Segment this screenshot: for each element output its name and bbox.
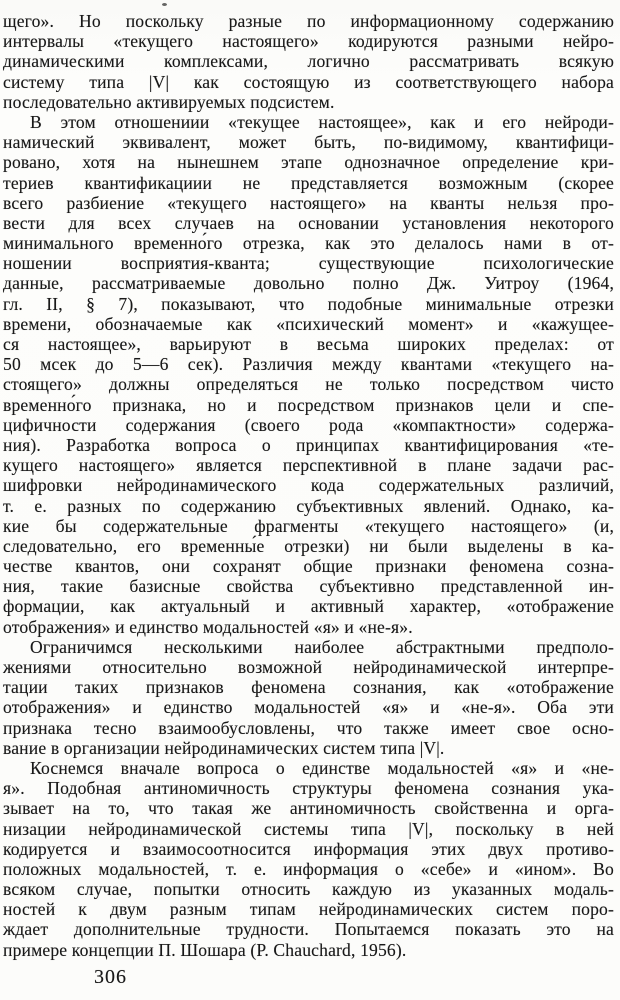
text-line: систему типа |V| как состоящую из соответствующего набора <box>3 71 614 92</box>
text-line: стоящего» должны определяться не только посредством чисто <box>3 374 614 395</box>
text-line: вание в организации нейродинамических систем типа |V|. <box>3 737 445 758</box>
text-line: минимального временно́го отрезка, как это делалось нами в от- <box>3 233 614 254</box>
text-line: данные, рассматриваемые довольно полно Дж. Уитроу (1964, <box>3 273 614 294</box>
text-line: вести для всех случаев на основании установления некоторого <box>3 212 614 233</box>
text-line: териев квантификациии не представляется возможным (скорее <box>3 172 614 193</box>
page-number: 306 <box>94 966 127 988</box>
text-line: Ограничимся несколькими наиболее абстрактными предполо- <box>30 636 614 657</box>
text-line: Коснемся вначале вопроса о единстве модальностей «я» и «не- <box>30 757 614 778</box>
text-line: времени, обозначаемые как «психический момент» и «кажущее- <box>3 313 614 334</box>
text-line: ся настоящее», варьируют в весьма широких пределах: от <box>3 334 614 354</box>
text-line: жениями относительно возможной нейродинамической интерпре- <box>3 657 614 677</box>
text-line: признака тесно взаимообусловлены, что также имеет свое осно- <box>3 717 614 738</box>
text-line: отображения» и единство модальностей «я» и «не-я». Оба эти <box>3 697 614 718</box>
text-line: всяком случае, попытки относить каждую из указанных модаль- <box>3 879 614 900</box>
text-line: ношении восприятия-кванта; существующие психологические <box>3 253 614 274</box>
text-line: положных модальностей, т. е. информация о «себе» и «ином». Во <box>3 858 614 879</box>
text-line: я». Подобная антиномичность структуры феномена сознания ука- <box>3 778 614 799</box>
scan-speck-dot <box>162 3 167 6</box>
text-line: следовательно, его временны́е отрезки) ни были выделены в ка- <box>3 535 614 556</box>
text-line: примере концепции П. Шошара (P. Chauchard, 1956). <box>3 939 407 960</box>
text-line: зывает на то, что такая же антиномичность свойственна и орга- <box>3 798 614 819</box>
text-line: ждает дополнительные трудности. Попытаемся показать это на <box>3 919 614 940</box>
text-line: отображения» и единство модальностей «я» и «не-я». <box>3 616 413 637</box>
text-line: интервалы «текущего настоящего» кодируются разными нейро- <box>3 31 614 52</box>
text-line: динамическими комплексами, логично рассматривать всякую <box>3 51 614 72</box>
text-line: низации нейродинамической системы типа |V|, поскольку в ней <box>3 818 614 839</box>
text-line: честве квантов, они сохранят общие признаки феномена созна- <box>3 556 614 577</box>
text-line: ровано, хотя на нынешнем этапе однозначное определение кри- <box>3 152 614 173</box>
text-line: временно́го признака, но и посредством признаков цели и спе- <box>3 394 614 415</box>
text-line: ния). Разработка вопроса о принципах квантифицирования «те- <box>3 434 614 455</box>
text-line: шифровки нейродинамического кода содержательных различий, <box>3 475 614 496</box>
text-line: последовательно активируемых подсистем. <box>3 91 335 112</box>
text-line: гл. II, § 7), показывают, что подобные минимальные отрезки <box>3 293 614 314</box>
text-line: кущего настоящего» является перспективной в плане задачи рас- <box>3 455 614 476</box>
text-line: В этом отношениии «текущее настоящее», как и его нейроди- <box>30 111 614 132</box>
text-line: всего разбиение «текущего настоящего» на кванты нельзя про- <box>3 192 614 213</box>
text-line: кие бы содержательные фрагменты «текущего настоящего» (и, <box>3 515 614 536</box>
text-line: намический эквивалент, может быть, по-видимому, квантифици- <box>3 132 614 153</box>
text-line: тации таких признаков феномена сознания, как «отображение <box>3 677 614 698</box>
body-text <box>3 11 614 960</box>
text-line: цифичности содержания (своего рода «компактности» содержа- <box>3 414 614 435</box>
text-line: ностей к двум разным типам нейродинамических систем поро- <box>3 899 614 920</box>
text-line: 50 мсек до 5—6 сек). Различия между квантами «текущего на- <box>3 354 614 375</box>
text-line: формации, как актуальный и активный характер, «отображение <box>3 596 614 617</box>
text-line: ния, такие базисные свойства субъективно представленной ин- <box>3 576 614 597</box>
text-line: кодируется и взаимосоотносится информация этих двух противо- <box>3 838 614 859</box>
text-line: т. е. разных по содержанию субъективных явлений. Однако, ка- <box>3 495 614 516</box>
text-line: щего». Но поскольку разные по информационному содержанию <box>3 11 614 31</box>
